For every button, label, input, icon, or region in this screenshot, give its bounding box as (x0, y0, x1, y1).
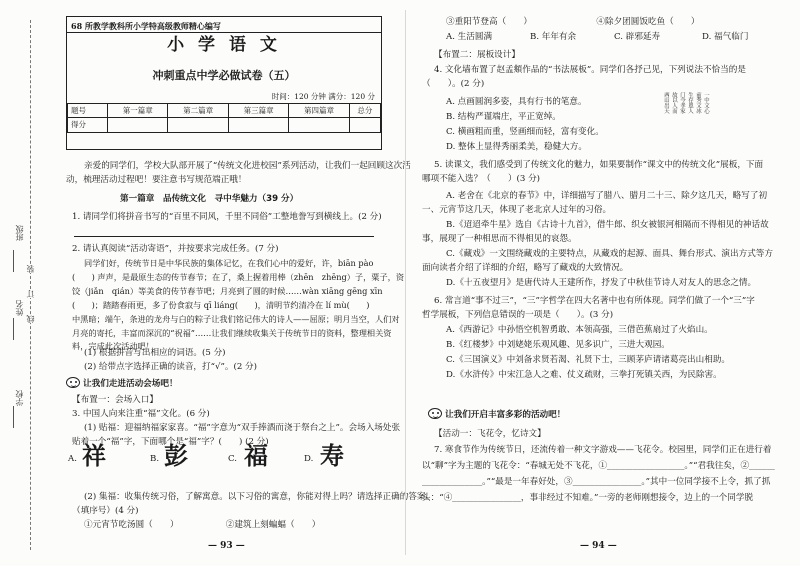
q5-option-a-line-1: A. 老舍在《北京的春节》中，详细描写了腊八、腊月二十三、除夕这几天，略写了初 (446, 191, 768, 201)
score-input-cell[interactable] (168, 118, 228, 132)
fu-option-d-glyph[interactable]: 寿 (320, 441, 344, 470)
binding-field-name[interactable] (13, 318, 14, 340)
q5-option-b-line-1: B.《迢迢牵牛星》选自《古诗十九首》，借牛郎、织女被银河相隔而不得相见的神话故 (446, 220, 769, 230)
right-page (412, 0, 792, 566)
q5-option-c-line-2: 面向读者介绍了详细的介绍，略写了藏戏的大致情况。 (422, 263, 629, 273)
binding-cut-line (30, 20, 31, 550)
score-input-cell[interactable] (289, 118, 349, 132)
question-5-line-1: 5. 读课文，我们感受到了传统文化的魅力，如果要制作“课文中的传统文化”展板，下面 (434, 160, 764, 170)
score-table-header-row (68, 104, 381, 118)
page-divider (405, 10, 406, 555)
binding-label-school: 学校 (15, 390, 24, 406)
q6-option-b: B.《红楼梦》中刘姥姥乐观风趣、见多识广，三进大观园。 (446, 340, 670, 350)
binding-cut-mark-1: 装 (26, 265, 35, 273)
q6-option-d: D.《水浒传》中宋江急人之难、仗义疏财，三拳打死镇关西，为民除害。 (446, 370, 722, 380)
chapter-1-title: 第一篇章 品传统文化 寻中华魅力（39 分） (120, 194, 299, 204)
question-3-items: ①元宵节吃汤圆（ ） ②建筑上刻蝙蝠（ ） (84, 520, 321, 530)
calligraphy-col: 门今孝家 (679, 92, 685, 114)
binding-field-class[interactable] (13, 250, 14, 272)
score-input-cell[interactable] (228, 118, 288, 132)
q6-option-a: A.《西游记》中孙悟空机智勇敢、本领高强，三借芭蕉扇过了火焰山。 (446, 325, 713, 335)
score-table-score-row (68, 118, 381, 132)
calligraphy-col: 前秀文冰 (695, 92, 701, 114)
fu-option-a-glyph[interactable]: 祥 (82, 441, 106, 470)
fu-option-a-label: A. (68, 454, 77, 464)
passage-line-1: 同学们好，传统节日是中华民族的集体记忆，在我们心中的爱好，许，biān pào (84, 258, 374, 268)
question-3: 3. 中国人向来注重“福”文化。(6 分) (72, 409, 210, 419)
answer-line-q1[interactable] (74, 236, 374, 237)
binding-cut-mark-3: 线 (26, 315, 35, 323)
question-3-2-line-1: (2) 集福：收集传统习俗，了解寓意。以下习俗的寓意，你能对得上吗？请选择正确的答案。 (84, 492, 435, 502)
passage-line-2: ( ) 声声，是最原生态的传节春节；在了，桑上握着用棒（zhēn zhēng）子，粟子，资 (72, 272, 405, 282)
binding-cut-mark-2: 订 (26, 290, 35, 298)
question-3-2-line-2: （填序号）(4 分) (72, 506, 139, 516)
page-number-left: — 93 — (208, 541, 245, 551)
calligraphy-col: 故以人而 (671, 92, 677, 114)
calligraphy-col: 一中文心 (703, 92, 709, 114)
question-4-line-1: 4. 文化墙布置了赵孟頫作品的“书法展板”。同学们各抒己见，下列说法不恰当的是 (434, 65, 746, 75)
smiley-icon (428, 408, 442, 419)
question-2-part-1: (1) 根据拼音写出相应的词语。(5 分) (84, 348, 226, 358)
binding-label-name: 姓名 (15, 300, 24, 316)
activity-1-title: 【活动一：飞花令，忆诗文】 (434, 429, 546, 439)
question-3-1-line-1: (1) 贴福：迎福纳福家家喜。“福”字意为“双手捧酒而浇于祭台之上”。会场入场处张 (84, 423, 401, 433)
calligraphy-col: 生存恩人 (687, 92, 693, 114)
exam-title: 小 学 语 文 (167, 35, 281, 55)
score-cell: 总分 (349, 104, 380, 118)
score-input-cell[interactable] (349, 118, 380, 132)
fu-option-b-glyph[interactable]: 彭 (164, 441, 188, 470)
question-7-line-4[interactable]: 头：“④________________，事非经过不知难。”一旁的老师刚想接令，边上的一个同学脱 (422, 493, 754, 503)
exam-subtitle: 冲刺重点中学必做试卷（五） (152, 69, 296, 82)
board-1-title: 【布置一：会场入口】 (72, 395, 158, 405)
q4-option-d: D. 整体上显得秀丽柔美，稳健大方。 (446, 142, 587, 152)
score-cell: 第二篇章 (168, 104, 228, 118)
page-number-right: — 94 — (580, 541, 617, 551)
question-6-line-1: 6. 常言道“事不过三”，“三”字哲学在四大名著中也有所体现。同学们做了一个“三”字 (434, 296, 755, 306)
q3-option-a: A. 生活圆满 (446, 32, 493, 42)
q3-option-c: C. 辟邪延寿 (614, 32, 661, 42)
question-3-items-2: ③重阳节登高（ ） ④除夕团圆饭吃鱼（ ） (446, 17, 700, 27)
fu-option-d-label: D. (304, 454, 314, 464)
binding-label-class: 班级 (15, 225, 24, 241)
passage-line-6: 月亮的寄托，丰富而深沉的“祝福”……让我们继续收集关于传统节日的资料，整理相关资料，完成此次活动吧！ (72, 328, 392, 351)
q5-option-a-line-2: 一、元宵节这几天，体现了老北京人过年的习俗。 (422, 205, 612, 215)
passage-line-4: ( )；踏踏春雨更，多了份食寂与 qī liáng( )，清明节约清冷在 lí mù( ) (72, 300, 370, 310)
q5-option-c-line-1: C.《藏戏》一文围绕藏戏的主要特点，从藏戏的起源、面具、舞台形式、演出方式等方 (446, 249, 773, 259)
question-3-1-line-2: 贴着一个“福”字，下面哪个是“福”字？( ) (2 分) (72, 437, 269, 447)
go-activity-text: 让我们走进活动会场吧！ (83, 379, 178, 389)
score-cell: 得分 (68, 118, 108, 132)
question-5-line-2: 哪项不能入选？（ ）(3 分) (422, 174, 541, 184)
q4-option-c: C. 横画粗而重，竖画细而轻，富有变化。 (446, 127, 604, 137)
score-cell: 题号 (68, 104, 108, 118)
q5-option-b-line-2: 事，展现了一种相思而不得相见的哀怨。 (422, 234, 577, 244)
score-cell: 第四篇章 (289, 104, 349, 118)
fu-option-c-label: C. (228, 454, 238, 464)
fu-option-c-glyph[interactable]: 福 (244, 441, 268, 470)
question-2-part-2: (2) 给带点字选择正确的读音，打“√”。(2 分) (84, 362, 257, 372)
q4-option-b: B. 结构严谨端庄，平正宽绰。 (446, 112, 561, 122)
intro-line-1: 亲爱的同学们，学校大队部开展了“传统文化进校园”系列活动，让我们一起回顾这次活 (84, 161, 411, 171)
smiley-icon (66, 377, 80, 388)
q3-option-b: B. 年年有余 (530, 32, 577, 42)
passage-line-3: 饺（jiǎn qián）等美食的传节春节吧；月亮到了圆的时候……wàn xiāng gēng xīn (72, 286, 383, 296)
question-7-line-1: 7. 寒食节作为传统节日，还流传着一种文字游戏——飞花令。校园里，同学们正在进行着 (434, 445, 772, 455)
score-cell: 第三篇章 (228, 104, 288, 118)
q6-option-c: C.《三国演义》中刘备求贤若渴、礼贤下士，三顾茅庐请诸葛亮出山相助。 (446, 355, 731, 365)
q4-option-a: A. 点画圆润多姿，具有行书的笔意。 (446, 97, 587, 107)
calligraphy-col: 两山出天 (663, 92, 669, 114)
question-4-line-2: （ ）。(2 分) (422, 79, 485, 89)
left-page (50, 0, 435, 566)
q3-option-d: D. 福气临门 (702, 32, 749, 42)
calligraphy-sample (662, 92, 718, 152)
score-table (67, 103, 381, 133)
fu-option-b-label: B. (150, 454, 160, 464)
question-2: 2. 请认真阅读“活动寄语”，并按要求完成任务。(7 分) (72, 244, 279, 254)
board-2-title: 【布置二：展板设计】 (434, 50, 520, 60)
passage-line-5: 中黑暗；端午，条进的龙舟与白的粽子让我们铭记伟大的诗人——屈原；明月当空，人们对 (72, 314, 400, 324)
go-activity-banner (66, 377, 178, 391)
score-input-cell[interactable] (108, 118, 168, 132)
q5-option-d: D.《十五夜望月》是唐代诗人王建所作，抒发了中秋佳节诗人对友人的思念之情。 (446, 278, 757, 288)
question-7-line-3[interactable]: ______________。”“最是一年春好处，③________________。”其中一位同学接不上令，抓了抓 (422, 477, 771, 487)
go-rich-banner (428, 408, 565, 422)
time-score: 时间：120 分钟 满分：120 分 (271, 92, 375, 101)
binding-margin (0, 0, 44, 566)
exam-header (66, 16, 382, 150)
go-rich-text: 让我们开启丰富多彩的活动吧！ (445, 410, 566, 420)
series-note: 68 所教学教科所小学特高级教师精心编写 (71, 21, 221, 31)
question-1: 1. 请同学们将拼音书写的“百里不同风，千里不同俗”工整地誊写到横线上。(2 分) (72, 212, 382, 222)
binding-field-school[interactable] (13, 406, 14, 428)
intro-line-2: 动，梳理活动过程吧！要注意书写规范端正哦！ (66, 175, 247, 185)
score-cell: 第一篇章 (108, 104, 168, 118)
question-7-line-2[interactable]: 以“聊”字为主题的飞花令：“春城无处不飞花，①__________________。”“君我往矣，②______ (422, 461, 775, 471)
question-6-line-2: 哲学展板，下列信息错误的一项是（ ）。(3 分) (422, 310, 614, 320)
